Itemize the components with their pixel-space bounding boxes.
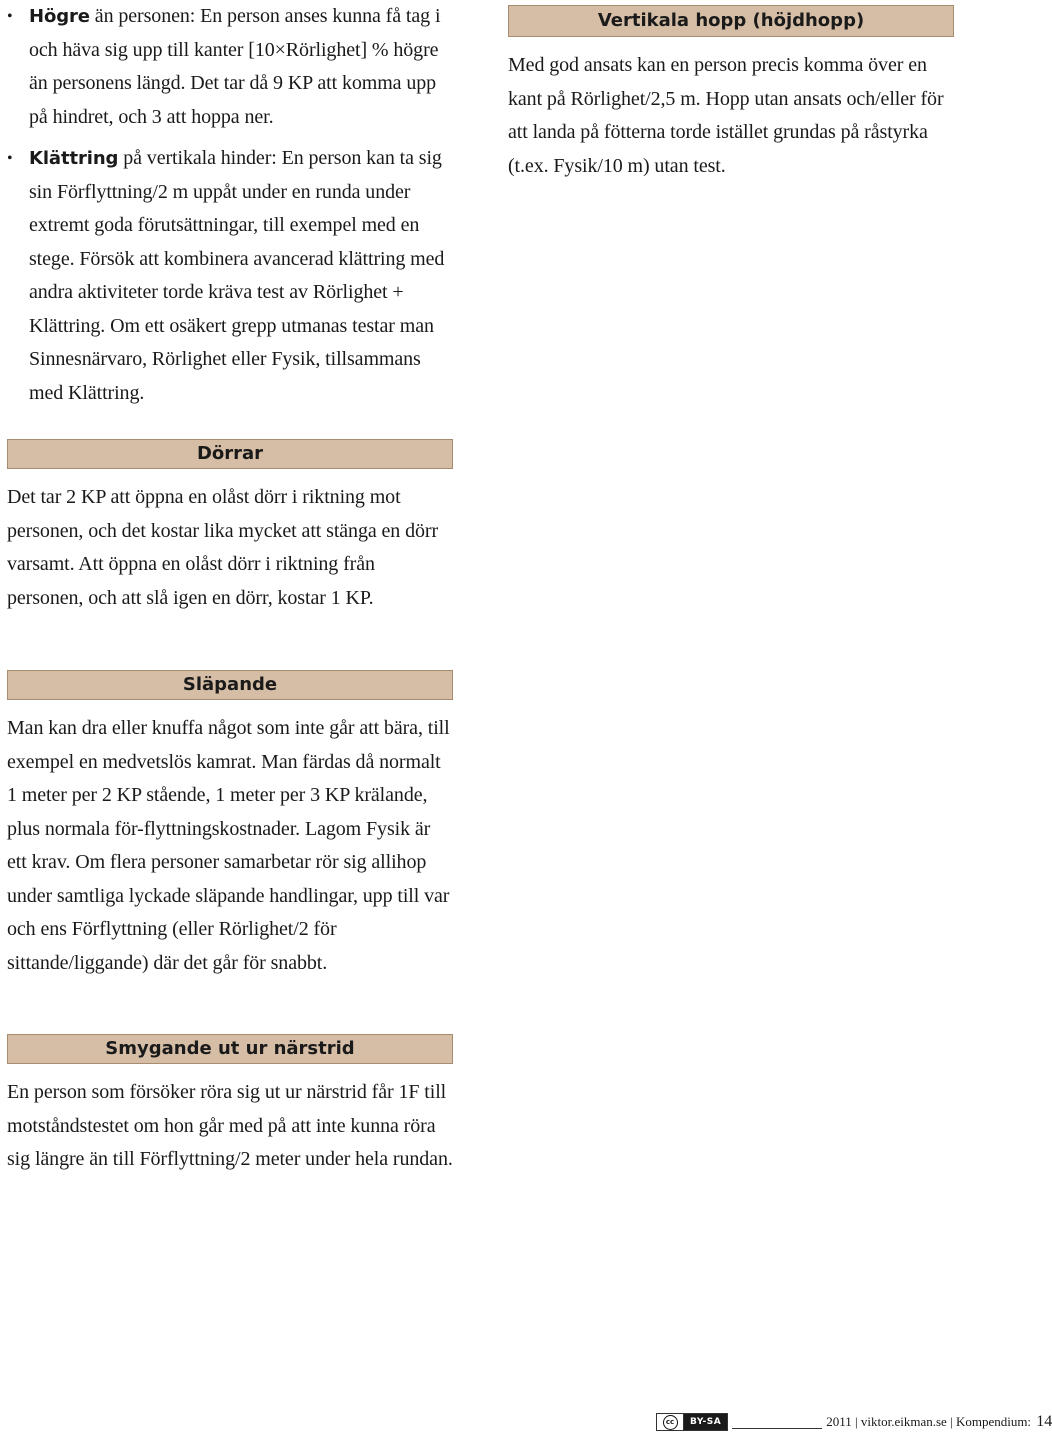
footer-divider (732, 1428, 822, 1429)
section-slapande (7, 670, 453, 980)
license-label: BY-SA (684, 1414, 727, 1430)
list-item-hogre (7, 0, 453, 134)
section-smygande (7, 1034, 453, 1177)
term-hogre: Högre (29, 6, 90, 27)
bullet-list (7, 0, 453, 410)
footer-separator: | (855, 1414, 858, 1429)
bullet-icon: • (7, 8, 13, 25)
footer-site-link[interactable]: viktor.eikman.se (860, 1414, 947, 1429)
item-text-hogre: än personen: En person anses kunna få tag i och häva sig upp till kanter [10×Rörlighet] % högre än personens längd. Det tar då 9 KP att komma upp på hindret, och 3 att hoppa ner. (29, 5, 441, 128)
cc-icon: cc (663, 1415, 678, 1430)
bullet-icon: • (7, 150, 13, 167)
item-text-klattring: på vertikala hinder: En person kan ta sig sin Förflyttning/2 m uppåt under en runda under extremt goda förutsättningar, till exempel med en stege. Försök att kombinera avancerad klättring med andra aktiviteter torde kräva test av Rörlighet + Klättring. Om ett osäkert grepp utmanas testar man Sinnesnärvaro, Rörlighet eller Fysik, tillsammans med Klättring. (29, 147, 445, 404)
cc-license-badge[interactable] (656, 1413, 728, 1431)
footer-separator: | (950, 1414, 953, 1429)
section-dorrar (7, 439, 453, 615)
section-text-smygande: En person som försöker röra sig ut ur närstrid får 1F till motståndstestet om hon går med på att inte kunna röra sig längre än till Förflyttning/2 meter under hela rundan. (7, 1081, 453, 1170)
footer-book-label: Kompendium: (955, 1414, 1032, 1429)
cc-icon-box (657, 1414, 684, 1430)
section-heading-vertikala: Vertikala hopp (höjdhopp) (508, 5, 954, 37)
list-item-klattring (7, 142, 453, 410)
section-heading-slapande: Släpande (7, 670, 453, 700)
section-text-slapande: Man kan dra eller knuffa något som inte går att bära, till exempel en medvetslös kamrat. Man färdas då normalt 1 meter per 2 KP stående, 1 meter per 3 KP krälande, plus normala för-flyttningskostnader. Lagom Fysik är ett krav. Om flera personer samarbetar rör sig allihop under samtliga lyckade släpande handlingar, upp till var och ens Förflyttning (eller Rörlighet/2 för sittande/liggande) där det går för snabbt. (7, 717, 450, 974)
term-klattring: Klättring (29, 148, 119, 169)
section-text-vertikala: Med god ansats kan en person precis komma över en kant på Rörlighet/2,5 m. Hopp utan ansats och/eller för att landa på fötterna torde istället grundas på råstyrka (t.ex. Fysik/10 m) utan test. (508, 54, 944, 177)
page-footer (656, 1410, 1052, 1434)
section-heading-dorrar: Dörrar (7, 439, 453, 469)
section-heading-smygande: Smygande ut ur närstrid (7, 1034, 453, 1064)
section-text-dorrar: Det tar 2 KP att öppna en olåst dörr i riktning mot personen, och det kostar lika mycket att stänga en dörr varsamt. Att öppna en olåst dörr i riktning från personen, och att slå igen en dörr, kostar 1 KP. (7, 486, 439, 609)
footer-year: 2011 (826, 1414, 852, 1429)
left-column (7, 0, 453, 410)
right-column (508, 5, 954, 183)
page-number: 14 (1036, 1413, 1052, 1430)
